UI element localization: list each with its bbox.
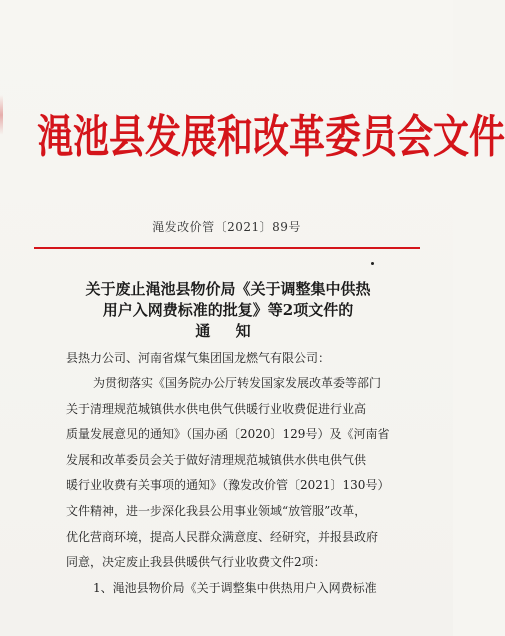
- body-line: 为贯彻落实《国务院办公厅转发国家发展改革委等部门: [93, 376, 382, 390]
- title-line-1: 关于废止渑池县物价局《关于调整集中供热: [85, 280, 371, 298]
- body-line: 质量发展意见的通知》（国办函〔2020〕129号）及《河南省: [66, 427, 390, 442]
- document-title: [58, 279, 398, 342]
- body-line: 同意，决定废止我县供暖供气行业收费文件2项：: [66, 555, 326, 570]
- body-line: 暖行业收费有关事项的通知》（豫发改价管〔2021〕130号）: [66, 478, 390, 493]
- red-header-title: 渑池县发展和改革委员会文件: [37, 110, 505, 164]
- title-line-2: 用户入网费标准的批复》等2项文件的: [102, 301, 354, 319]
- recipients-line: 县热力公司、河南省煤气集团国龙燃气有限公司：: [66, 351, 331, 365]
- body-line: 文件精神，进一步深化我县公用事业领域“放管服”改革，: [66, 503, 367, 518]
- body-line: 优化营商环境，提高人民群众满意度、经研究，并报县政府: [66, 529, 379, 544]
- scan-edge-mark: [0, 95, 3, 135]
- body-paragraph: [66, 371, 396, 601]
- red-separator-line: [34, 247, 420, 249]
- body-line: 关于清理规范城镇供水供电供气供暖行业收费促进行业高: [66, 401, 367, 416]
- body-line: 1、渑池县物价局《关于调整集中供热用户入网费标准: [93, 580, 377, 595]
- document-number: 渑发改价管〔2021〕89号: [152, 220, 301, 234]
- title-line-3: 通 知: [195, 322, 261, 340]
- body-line: 发展和改革委员会关于做好清理规范城镇供水供电供气供: [66, 452, 367, 467]
- ink-dot: [371, 262, 374, 265]
